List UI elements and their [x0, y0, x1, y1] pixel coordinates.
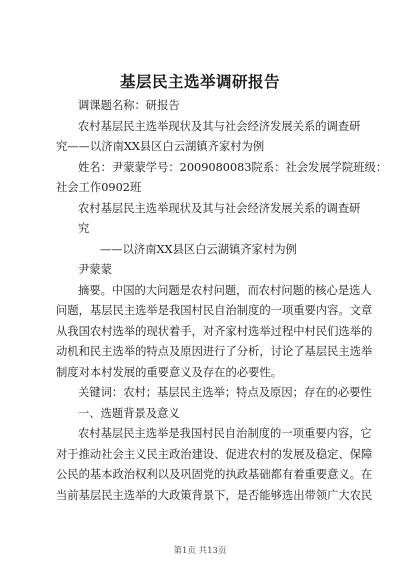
keywords-line: 关键词：农村；基层民主选举；特点及原因；存在的必要性	[78, 386, 372, 399]
paragraph-line-4: 当前基层民主选举的大政策背景下，是否能够选出带领广大农民	[56, 488, 373, 502]
page-footer: 第1页 共13页	[173, 546, 227, 556]
document-body	[56, 96, 388, 506]
paragraph-line-3: 公民的基本政治权利以及巩固党的执政基础都有着重要意义。在	[56, 468, 373, 481]
abstract-line-2: 问题，基层民主选举是我国村民自治制度的一项重要内容。文章	[56, 304, 373, 317]
abstract-line-4: 动机和民主选举的特点及原因进行了分析，讨论了基层民主选举	[56, 345, 373, 358]
paragraph-line-2: 对于推动社会主义民主政治建设、促进农村的发展及稳定、保障	[56, 447, 373, 461]
abstract-line-5: 制度对本村发展的重要意义及存在的必要性。	[56, 365, 282, 379]
abstract-line-3: 从我国农村选举的现状着手，对齐家村选举过程中村民们选举的	[56, 324, 373, 338]
student-info-line-1: 姓名：尹蒙蒙学号：2009080083院系：社会发展学院班级：	[78, 160, 388, 174]
topic-line-2: 究——以济南XX县区白云湖镇齐家村为例	[56, 140, 265, 153]
subtitle-line-2: 究	[78, 222, 90, 235]
course-name-line: 调课题名称：研报告	[78, 99, 180, 112]
section-heading: 一、选题背景及意义	[78, 406, 180, 420]
subtitle-line-3: ——以济南XX县区白云湖镇齐家村为例	[100, 242, 297, 256]
paragraph-line-1: 农村基层民主选举是我国村民自治制度的一项重要内容，它	[78, 427, 372, 440]
student-info-line-2: 社会工作0902班	[56, 181, 142, 194]
author-line: 尹蒙蒙	[78, 263, 112, 276]
abstract-line-1: 摘要。中国的大问题是农村问题，而农村问题的核心是选人	[78, 283, 372, 297]
subtitle-line-1: 农村基层民主选举现状及其与社会经济发展关系的调查研	[78, 201, 361, 215]
topic-line-1: 农村基层民主选举现状及其与社会经济发展关系的调查研	[78, 119, 361, 133]
document-title: 基层民主选举调研报告	[119, 73, 280, 91]
